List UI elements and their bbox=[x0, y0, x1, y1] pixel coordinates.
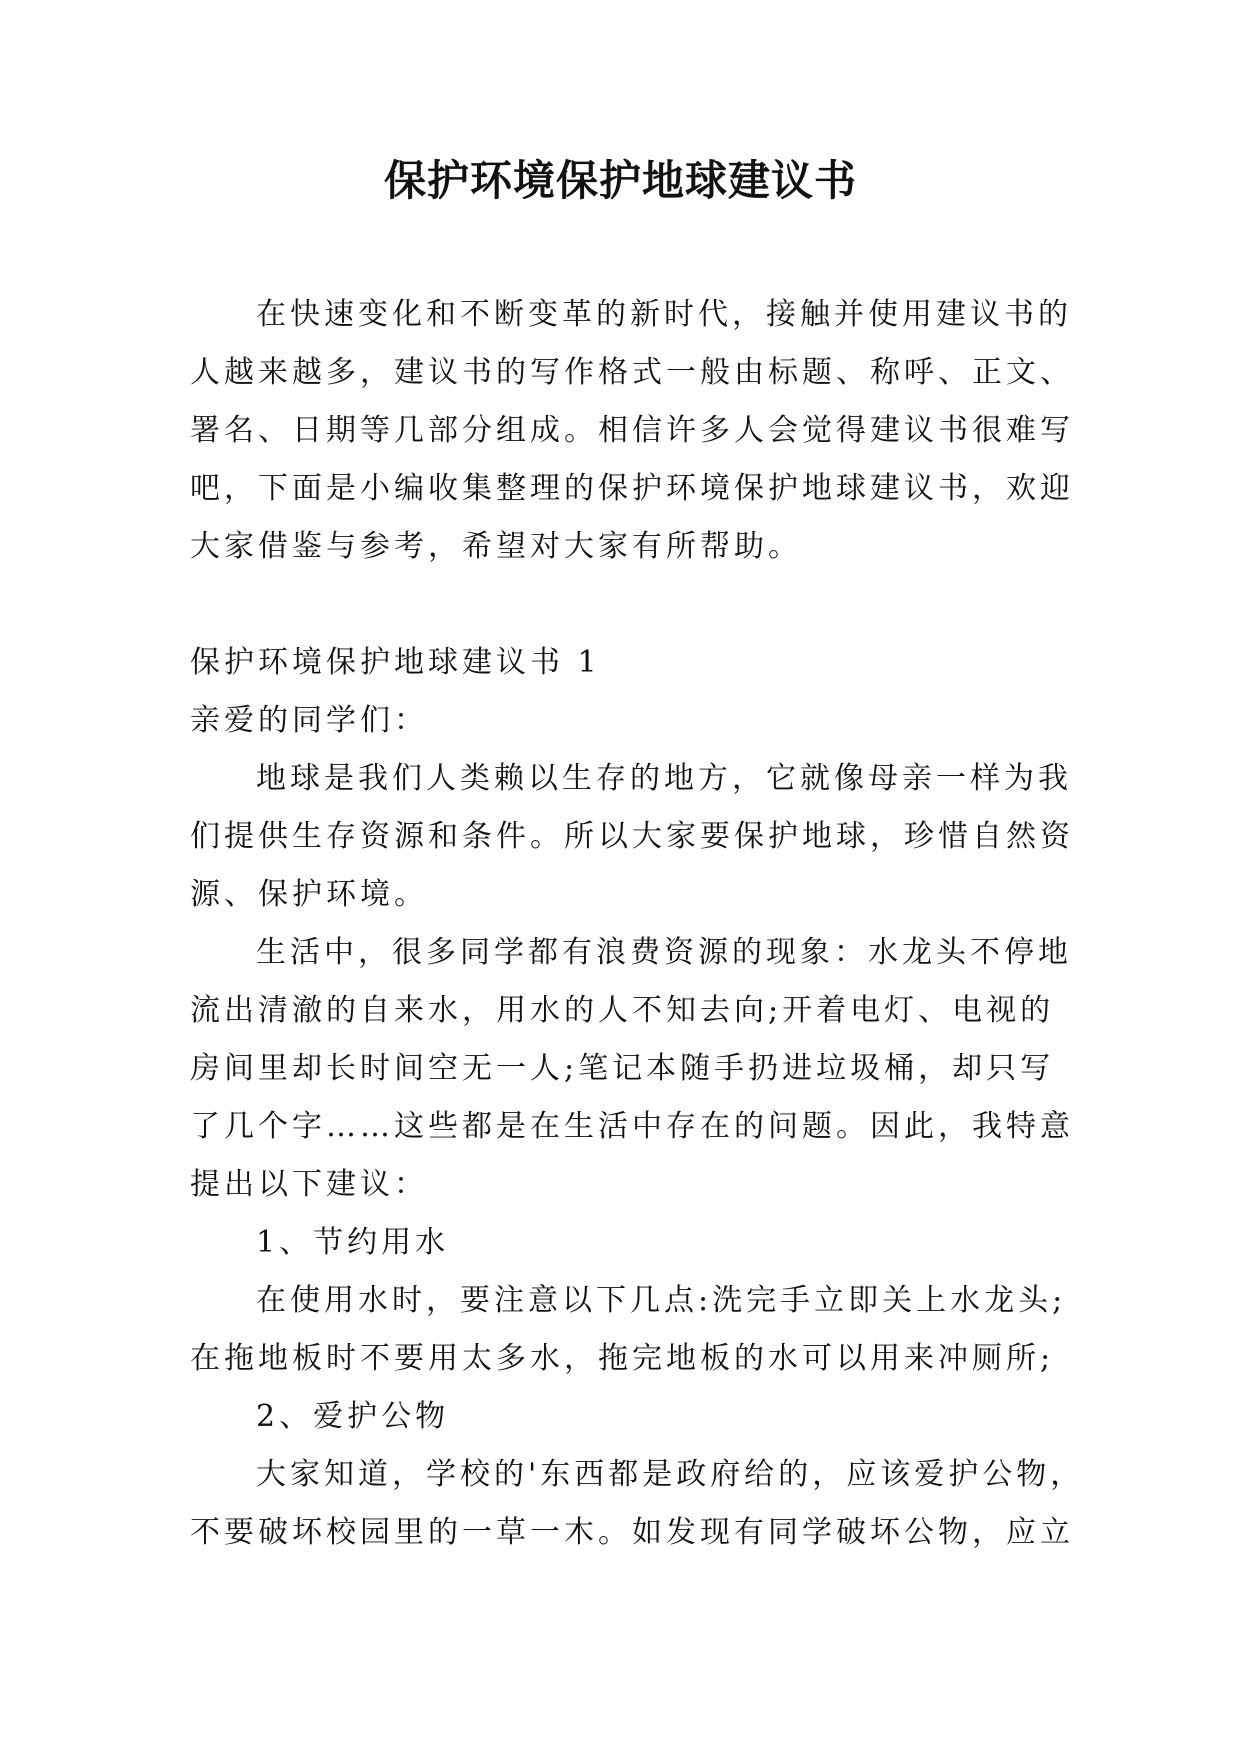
section-heading: 保护环境保护地球建议书 1 bbox=[190, 645, 601, 680]
paragraph-line: 地球是我们人类赖以生存的地方，它就像母亲一样为我 bbox=[256, 761, 1072, 796]
paragraph-line: 了几个字……这些都是在生活中存在的问题。因此，我特意 bbox=[190, 1109, 1074, 1144]
document-body bbox=[190, 286, 1085, 1562]
paragraph-line: 流出清澈的自来水，用水的人不知去向;开着电灯、电视的 bbox=[190, 993, 1055, 1028]
document-title: 保护环境保护地球建议书 bbox=[383, 156, 857, 205]
paragraph-gap bbox=[190, 576, 1070, 634]
paragraph-line: 在拖地板时不要用太多水，拖完地板的水可以用来冲厕所; bbox=[190, 1341, 1055, 1376]
paragraph-line: 不要破坏校园里的一草一木。如发现有同学破坏公物，应立 bbox=[190, 1515, 1074, 1550]
salutation: 亲爱的同学们： bbox=[190, 703, 428, 738]
intro-line-1: 在快速变化和不断变革的新时代，接触并使用建议书的 bbox=[256, 297, 1072, 332]
paragraph-line: 大家知道，学校的'东西都是政府给的，应该爱护公物， bbox=[256, 1457, 1085, 1492]
paragraph-line: 提出以下建议： bbox=[190, 1167, 428, 1202]
intro-line-2: 人越来越多，建议书的写作格式一般由标题、称呼、正文、 bbox=[190, 355, 1074, 390]
intro-line-5: 大家借鉴与参考，希望对大家有所帮助。 bbox=[190, 529, 802, 564]
intro-line-3: 署名、日期等几部分组成。相信许多人会觉得建议书很难写 bbox=[190, 413, 1074, 448]
paragraph-line: 房间里却长时间空无一人;笔记本随手扔进垃圾桶，却只写 bbox=[190, 1051, 1055, 1086]
paragraph-line: 生活中，很多同学都有浪费资源的现象：水龙头不停地 bbox=[256, 935, 1072, 970]
paragraph-line: 在使用水时，要注意以下几点:洗完手立即关上水龙头; bbox=[256, 1283, 1067, 1318]
paragraph-line: 源、保护环境。 bbox=[190, 877, 428, 912]
list-heading-2: 2、爱护公物 bbox=[256, 1399, 450, 1434]
intro-line-4: 吧，下面是小编收集整理的保护环境保护地球建议书，欢迎 bbox=[190, 471, 1074, 506]
paragraph-line: 们提供生存资源和条件。所以大家要保护地球，珍惜自然资 bbox=[190, 819, 1074, 854]
list-heading-1: 1、节约用水 bbox=[256, 1225, 450, 1260]
